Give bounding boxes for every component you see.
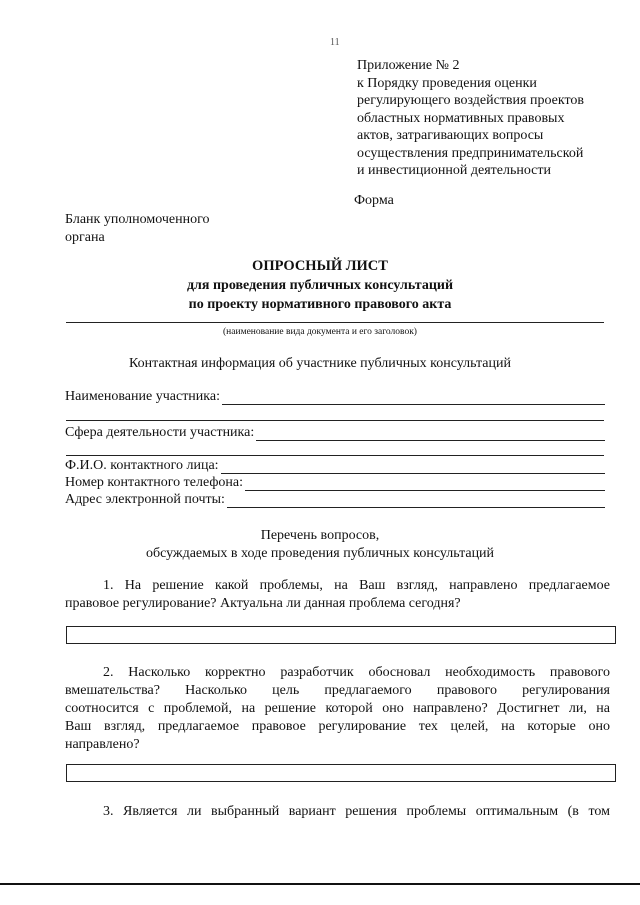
page-bottom-rule	[0, 883, 640, 885]
question-1-line: 1. На решение какой проблемы, на Ваш взгляд, направлено предлагаемое	[103, 578, 610, 593]
question-3	[65, 803, 610, 821]
appendix-line: и инвестиционной деятельности	[357, 163, 551, 178]
questions-heading	[0, 527, 640, 563]
activity-field[interactable]	[65, 424, 605, 441]
document-title: ОПРОСНЫЙ ЛИСТ	[252, 258, 388, 274]
phone-field[interactable]	[65, 474, 605, 491]
activity-label: Сфера деятельности участника:	[65, 425, 255, 440]
question-2-line: 2. Насколько корректно разработчик обосновал необходимость правового	[103, 665, 610, 680]
form-label: Форма	[354, 193, 394, 208]
email-field[interactable]	[65, 491, 605, 508]
questions-heading-line: обсуждаемых в ходе проведения публичных консультаций	[145, 546, 495, 561]
page-number: 11	[330, 37, 340, 48]
question-2-line: соотносится с проблемой, на решение которой оно направлено? Достигнет ли, на	[65, 701, 610, 716]
question-1	[65, 577, 610, 613]
email-input-line[interactable]	[227, 494, 605, 508]
document-name-line[interactable]	[66, 322, 604, 323]
appendix-line: регулирующего воздействия проектов	[357, 93, 585, 108]
phone-input-line[interactable]	[245, 477, 605, 491]
appendix-line: областных нормативных правовых	[357, 110, 565, 126]
question-3-line: 3. Является ли выбранный вариант решения проблемы оптимальным (в том	[103, 804, 610, 819]
authority-letterhead	[65, 211, 210, 247]
participant-name-label: Наименование участника:	[65, 389, 220, 404]
question-1-line: правовое регулирование? Актуальна ли данная проблема сегодня?	[65, 596, 461, 611]
appendix-line: актов, затрагивающих вопросы	[357, 128, 544, 143]
participant-name-input-line[interactable]	[222, 391, 605, 405]
contact-person-input-line[interactable]	[221, 460, 605, 474]
question-2-answer-box[interactable]	[66, 764, 616, 782]
question-1-answer-box[interactable]	[66, 626, 616, 644]
questions-heading-line: Перечень вопросов,	[260, 528, 380, 543]
authority-line: органа	[65, 230, 105, 245]
phone-label: Номер контактного телефона:	[65, 475, 243, 490]
appendix-note	[357, 57, 627, 180]
email-label: Адрес электронной почты:	[65, 492, 225, 507]
activity-input-line[interactable]	[256, 427, 605, 441]
appendix-line: Приложение № 2	[357, 58, 460, 73]
authority-line: Бланк уполномоченного	[65, 212, 210, 227]
subtitle-line: по проекту нормативного правового акта	[188, 297, 452, 312]
question-2-line: вмешательства? Насколько цель предлагаемого правового регулирования	[65, 683, 610, 698]
contact-heading: Контактная информация об участнике публичных консультаций	[129, 356, 511, 371]
question-2-line: направлено?	[65, 737, 140, 752]
participant-name-extra-line[interactable]	[66, 420, 604, 421]
subtitle-line: для проведения публичных консультаций	[186, 278, 454, 293]
appendix-line: осуществления предпринимательской	[357, 145, 584, 161]
participant-name-field[interactable]	[65, 388, 605, 405]
activity-extra-line[interactable]	[66, 455, 604, 456]
question-2	[65, 664, 610, 754]
question-2-line: Ваш взгляд, предлагаемое правовое регулирование тех целей, на которые оно	[65, 719, 610, 734]
document-name-caption: (наименование вида документа и его заголовок)	[223, 327, 417, 337]
contact-person-label: Ф.И.О. контактного лица:	[65, 458, 219, 473]
contact-person-field[interactable]	[65, 457, 605, 474]
document-subtitle	[0, 276, 640, 314]
appendix-line: к Порядку проведения оценки	[357, 75, 537, 91]
